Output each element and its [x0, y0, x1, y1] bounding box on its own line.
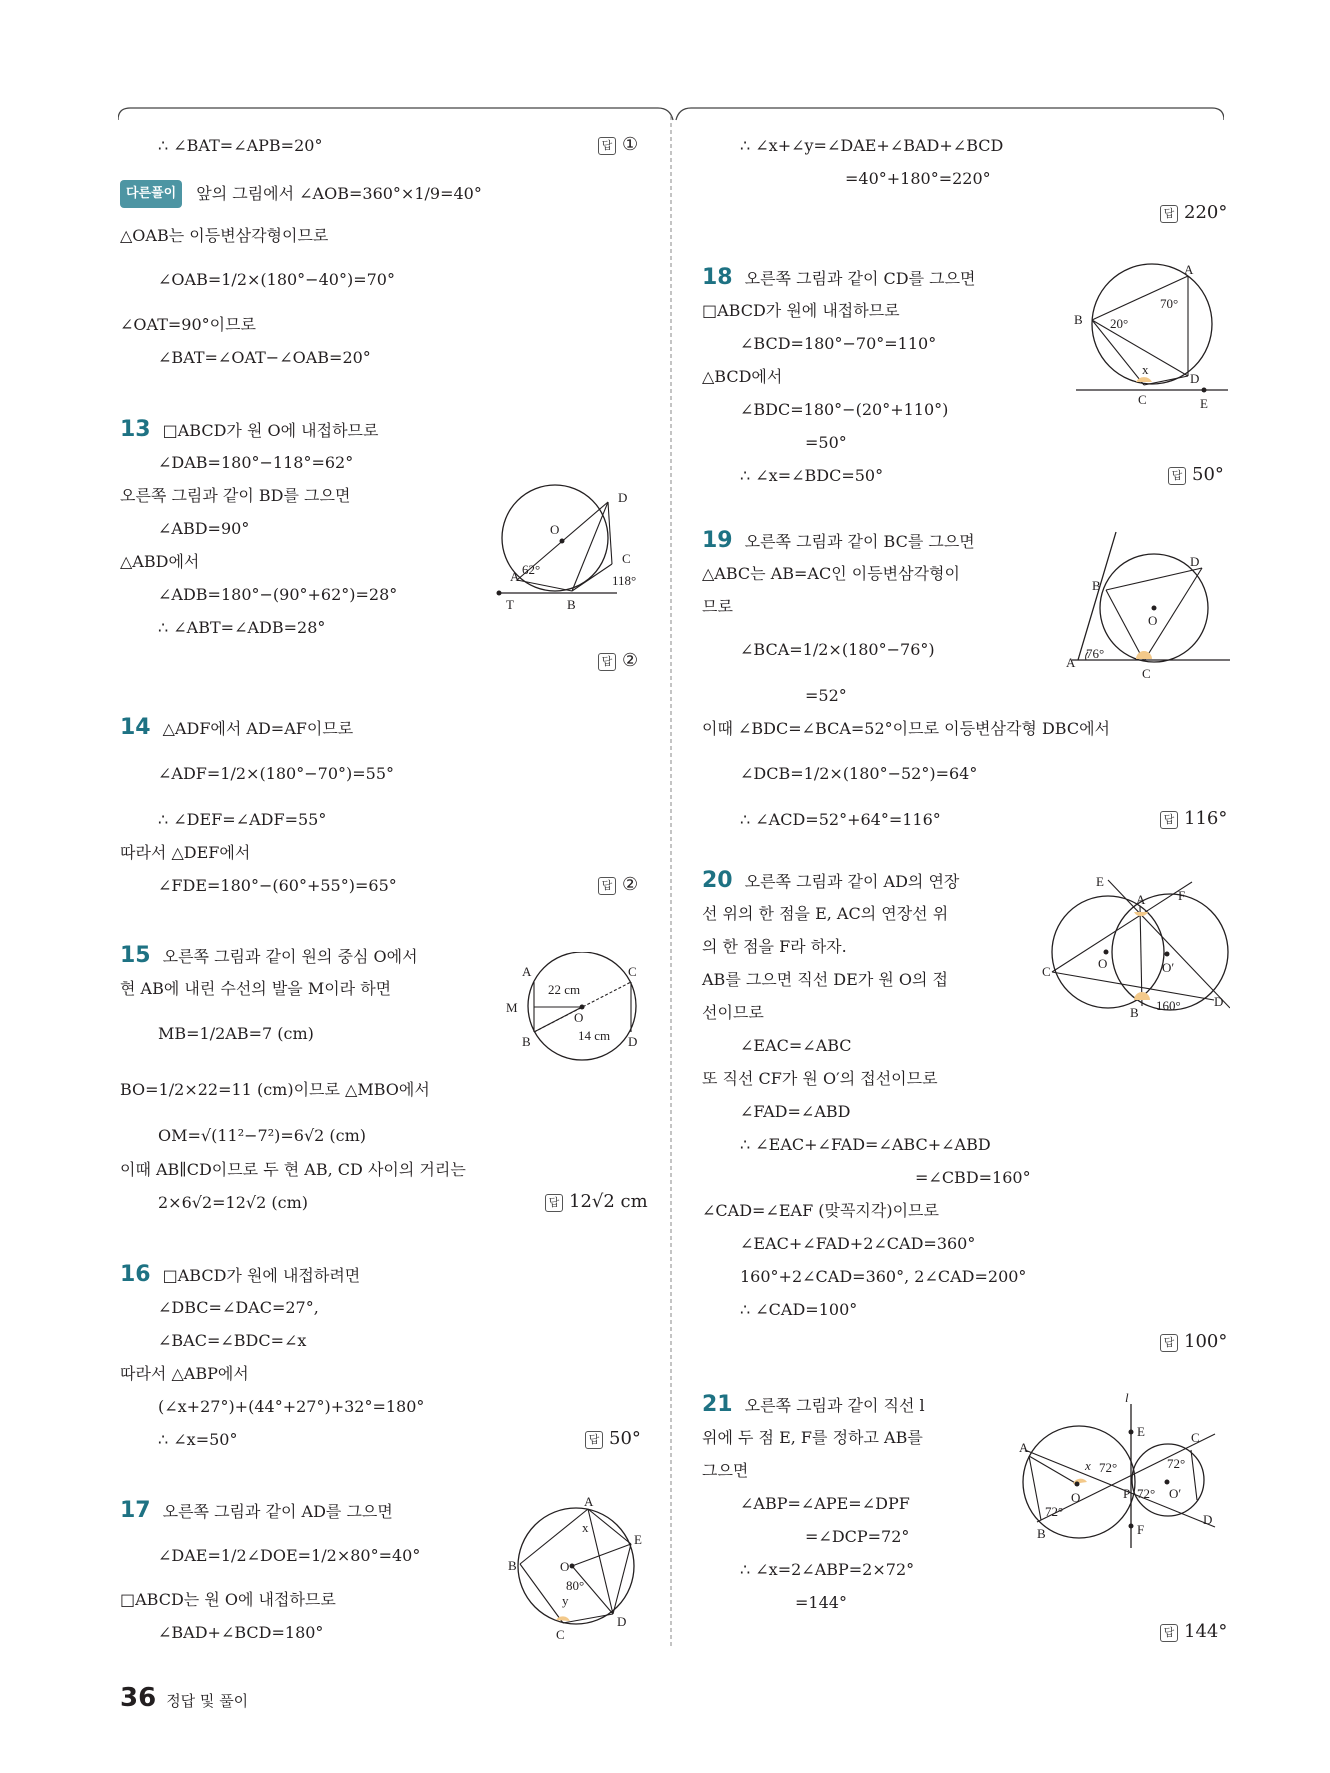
answer-value: 50° — [609, 1428, 641, 1449]
figure-label: 72° — [1099, 1460, 1118, 1475]
text-line: ∠OAT=90°이므로 — [120, 315, 257, 334]
figure-label: D — [1203, 1512, 1213, 1527]
text-line: 므로 — [702, 597, 733, 616]
text-line: AB를 그으면 직선 DE가 원 O의 접 — [702, 970, 949, 989]
text-line: 오른쪽 그림과 같이 BC를 그으면 — [744, 532, 975, 551]
figure-label: D — [628, 1034, 638, 1049]
text-line: ∴ ∠BAT=∠APB=20° — [158, 136, 323, 155]
text-line: □ABCD는 원 O에 내접하므로 — [120, 1590, 336, 1609]
text-line: 이때 ∠BDC=∠BCA=52°이므로 이등변삼각형 DBC에서 — [702, 719, 1110, 738]
problem-number: 18 — [702, 265, 733, 290]
figure-label: E — [1137, 1424, 1145, 1439]
problem-number: 15 — [120, 943, 151, 968]
answer-box — [1160, 1621, 1227, 1642]
figure-label: 70° — [1160, 296, 1179, 311]
figure-label: A — [1019, 1440, 1029, 1455]
figure-label: C — [1138, 392, 1147, 407]
figure-label: A — [522, 964, 532, 979]
text-line: □ABCD가 원에 내접하므로 — [702, 301, 900, 320]
problem-18-header — [702, 266, 976, 291]
figure-label: O′ — [1162, 960, 1175, 975]
text-line: ∠BAT=∠OAT−∠OAB=20° — [158, 348, 371, 367]
text-line: ∴ ∠x=∠BDC=50° — [740, 466, 884, 485]
answer-box — [598, 134, 638, 155]
figure-label: A — [510, 569, 520, 584]
figure-20 — [1040, 872, 1230, 1026]
figure-label: O — [574, 1010, 584, 1025]
text-line: 따라서 △DEF에서 — [120, 843, 251, 862]
figure-label: 72° — [1137, 1486, 1156, 1501]
problem-21-header — [702, 1393, 925, 1418]
text-line: 따라서 △ABP에서 — [120, 1364, 249, 1383]
figure-label: C — [1042, 964, 1051, 979]
figure-label: 80° — [566, 1578, 585, 1593]
figure-label: 118° — [612, 573, 637, 588]
page-label: 정답 및 풀이 — [166, 1692, 249, 1710]
text-line: △BCD에서 — [702, 367, 783, 386]
problem-19-header — [702, 529, 975, 554]
figure-label: x — [582, 1520, 589, 1535]
text-line: ∠BAC=∠BDC=∠x — [158, 1331, 307, 1350]
alt-solution-line — [120, 180, 482, 208]
text-line: =40°+180°=220° — [845, 169, 991, 188]
text-line: 오른쪽 그림과 같이 AD를 그으면 — [162, 1502, 393, 1521]
text-line: △ABC는 AB=AC인 이등변삼각형이 — [702, 564, 960, 583]
figure-label: 20° — [1110, 316, 1129, 331]
answer-value: 12√2 cm — [569, 1191, 648, 1212]
text-line: ∠ADB=180°−(90°+62°)=28° — [158, 585, 398, 604]
problem-number: 16 — [120, 1262, 151, 1287]
text-line: ∴ ∠CAD=100° — [740, 1300, 858, 1319]
answer-box — [1160, 202, 1227, 223]
text-line: ∴ ∠ABT=∠ADB=28° — [158, 618, 326, 637]
text-line: 선 위의 한 점을 E, AC의 연장선 위 — [702, 904, 949, 923]
figure-label: y — [562, 1593, 569, 1608]
answer-value: ① — [622, 134, 639, 155]
text-line: ∠DBC=∠DAC=27°, — [158, 1298, 319, 1317]
figure-label: 72° — [1167, 1456, 1186, 1471]
text-line: ∠CAD=∠EAF (맞꼭지각)이므로 — [702, 1201, 939, 1220]
text-line: 위에 두 점 E, F를 정하고 AB를 — [702, 1428, 923, 1447]
figure-label: O′ — [1169, 1486, 1182, 1501]
problem-number: 21 — [702, 1392, 733, 1417]
page-number: 36 — [120, 1683, 157, 1713]
text-line: =52° — [805, 686, 847, 705]
text-line: △OAB는 이등변삼각형이므로 — [120, 226, 329, 245]
figure-label: O — [560, 1559, 570, 1574]
problem-16-header — [120, 1263, 360, 1288]
figure-label: E — [1096, 874, 1104, 889]
figure-21 — [1015, 1392, 1225, 1556]
figure-label: D — [1190, 554, 1200, 569]
text-line: ∠ABD=90° — [158, 519, 250, 538]
text-line: =∠CBD=160° — [915, 1168, 1031, 1187]
answer-value: 100° — [1184, 1331, 1228, 1352]
figure-label: B — [1037, 1526, 1046, 1541]
figure-label: A — [1066, 655, 1076, 670]
figure-label: 22 cm — [548, 982, 581, 997]
figure-label: C — [1142, 666, 1151, 678]
answer-value: 116° — [1184, 808, 1228, 829]
text-line: 오른쪽 그림과 같이 원의 중심 O에서 — [162, 947, 418, 966]
text-line: ∠FDE=180°−(60°+55°)=65° — [158, 876, 397, 895]
answer-box — [585, 1428, 641, 1449]
answer-icon: 답 — [1160, 205, 1178, 223]
figure-label: 76° — [1086, 646, 1105, 661]
text-line: □ABCD가 원 O에 내접하므로 — [162, 421, 379, 440]
figure-label: E — [634, 1532, 642, 1547]
text-line: 그으면 — [702, 1461, 749, 1480]
figure-label: C — [628, 964, 637, 979]
figure-label: 14 cm — [578, 1028, 611, 1043]
text-line: ∠EAC=∠ABC — [740, 1036, 852, 1055]
answer-value: ② — [622, 874, 639, 895]
figure-label: O — [1071, 1490, 1081, 1505]
text-line: ∴ ∠EAC+∠FAD=∠ABC+∠ABD — [740, 1135, 991, 1154]
figure-label: F — [1137, 1522, 1145, 1537]
answer-icon: 답 — [585, 1431, 603, 1449]
answer-icon: 답 — [1160, 811, 1178, 829]
answer-icon: 답 — [545, 1194, 563, 1212]
alt-solution-badge: 다른풀이 — [120, 180, 182, 208]
text-line: =∠DCP=72° — [805, 1527, 910, 1546]
figure-label: B — [1130, 1005, 1139, 1020]
text-line: ∠DAB=180°−118°=62° — [158, 453, 354, 472]
figure-label: O — [1148, 613, 1158, 628]
figure-label: x — [1142, 362, 1149, 377]
answer-value: 50° — [1192, 464, 1224, 485]
text-line: OM=√(11²−7²)=6√2 (cm) — [158, 1126, 367, 1145]
answer-icon: 답 — [1160, 1334, 1178, 1352]
text-line: ∠ABP=∠APE=∠DPF — [740, 1494, 910, 1513]
page-footer — [120, 1683, 248, 1713]
answer-icon: 답 — [598, 137, 616, 155]
figure-13 — [492, 480, 642, 624]
answer-icon: 답 — [1160, 1624, 1178, 1642]
text-line: ∴ ∠ACD=52°+64°=116° — [740, 810, 941, 829]
figure-label: 160° — [1156, 998, 1181, 1013]
figure-label: A — [1136, 892, 1146, 907]
text-line: ∴ ∠x+∠y=∠DAE+∠BAD+∠BCD — [740, 136, 1004, 155]
text-line: ∠DAE=1/2∠DOE=1/2×80°=40° — [158, 1546, 421, 1565]
text-line: △ADF에서 AD=AF이므로 — [162, 719, 354, 738]
figure-label: D — [618, 490, 628, 505]
text-line: ∠BAD+∠BCD=180° — [158, 1623, 324, 1642]
figure-18 — [1070, 262, 1230, 416]
problem-17-header — [120, 1499, 393, 1524]
text-line: 오른쪽 그림과 같이 직선 l — [744, 1396, 925, 1415]
figure-17 — [506, 1494, 646, 1648]
figure-label: D — [1214, 994, 1224, 1009]
figure-label: C — [1191, 1430, 1200, 1445]
answer-value: 144° — [1184, 1621, 1228, 1642]
text-line: =50° — [805, 433, 847, 452]
figure-label: x — [1085, 1458, 1091, 1473]
figure-label: B — [1092, 578, 1101, 593]
text-line: 또 직선 CF가 원 O′의 접선이므로 — [702, 1069, 938, 1088]
text-line: ∴ ∠x=2∠ABP=2×72° — [740, 1560, 915, 1579]
problem-number: 14 — [120, 715, 151, 740]
text-line: =144° — [795, 1593, 847, 1612]
figure-label: T — [506, 597, 514, 612]
figure-label: O — [550, 522, 560, 537]
problem-13-header — [120, 418, 378, 443]
text-line: ∠EAC+∠FAD+2∠CAD=360° — [740, 1234, 976, 1253]
text-line: (∠x+27°)+(44°+27°)+32°=180° — [158, 1397, 425, 1416]
answer-box — [1160, 808, 1227, 829]
figure-label: 62° — [522, 562, 541, 577]
figure-label: P — [1123, 1486, 1131, 1501]
figure-label: 72° — [1045, 1504, 1064, 1519]
figure-label: A — [1184, 262, 1194, 277]
text-line: BO=1/2×22=11 (cm)이므로 △MBO에서 — [120, 1080, 430, 1099]
problem-20-header — [702, 869, 959, 894]
text-line: ∴ ∠x=50° — [158, 1430, 238, 1449]
problem-number: 19 — [702, 528, 733, 553]
figure-label: l — [1125, 1392, 1129, 1405]
text-line: 오른쪽 그림과 같이 CD를 그으면 — [744, 269, 976, 288]
text-line: 2×6√2=12√2 (cm) — [158, 1193, 308, 1212]
answer-box — [545, 1191, 648, 1212]
text-line: ∠DCB=1/2×(180°−52°)=64° — [740, 764, 978, 783]
text-line: 의 한 점을 F라 하자. — [702, 937, 847, 956]
problem-number: 13 — [120, 417, 151, 442]
text-line: ∠ADF=1/2×(180°−70°)=55° — [158, 764, 395, 783]
text-line: ∠BDC=180°−(20°+110°) — [740, 400, 949, 419]
figure-label: B — [508, 1558, 517, 1573]
text-line: 160°+2∠CAD=360°, 2∠CAD=200° — [740, 1267, 1027, 1286]
figure-label: D — [617, 1614, 627, 1629]
answer-box — [1168, 464, 1224, 485]
figure-label: B — [567, 597, 576, 612]
text-line: MB=1/2AB=7 (cm) — [158, 1024, 314, 1043]
answer-box — [598, 874, 638, 895]
figure-label: E — [1200, 396, 1208, 411]
text-line: ∠FAD=∠ABD — [740, 1102, 851, 1121]
figure-label: F — [1178, 888, 1186, 903]
text-line: 오른쪽 그림과 같이 BD를 그으면 — [120, 486, 351, 505]
text-line: 선이므로 — [702, 1003, 764, 1022]
answer-icon: 답 — [1168, 467, 1186, 485]
text-line: ∠BCA=1/2×(180°−76°) — [740, 640, 935, 659]
text-line: 오른쪽 그림과 같이 AD의 연장 — [744, 872, 960, 891]
figure-label: C — [556, 1627, 565, 1642]
text-line: 이때 AB∥CD이므로 두 현 AB, CD 사이의 거리는 — [120, 1160, 466, 1179]
text-line: ∠OAB=1/2×(180°−40°)=70° — [158, 270, 395, 289]
figure-15 — [500, 952, 650, 1066]
figure-label: O — [1098, 956, 1108, 971]
figure-label: M — [506, 1000, 518, 1015]
figure-label: A — [584, 1494, 594, 1509]
problem-14-header — [120, 716, 353, 741]
answer-icon: 답 — [598, 653, 616, 671]
problem-15-header — [120, 944, 418, 969]
problem-number: 17 — [120, 1498, 151, 1523]
answer-icon: 답 — [598, 877, 616, 895]
figure-label: C — [622, 551, 631, 566]
answer-box — [598, 650, 638, 671]
figure-19 — [1062, 528, 1232, 682]
text-line: ∠BCD=180°−70°=110° — [740, 334, 937, 353]
text-line: 현 AB에 내린 수선의 발을 M이라 하면 — [120, 979, 392, 998]
answer-box — [1160, 1331, 1227, 1352]
figure-label: B — [1074, 312, 1083, 327]
text-line: ∴ ∠DEF=∠ADF=55° — [158, 810, 327, 829]
figure-label: B — [522, 1034, 531, 1049]
text-line: 앞의 그림에서 ∠AOB=360°×1/9=40° — [196, 184, 482, 203]
answer-value: 220° — [1184, 202, 1228, 223]
text-line: □ABCD가 원에 내접하려면 — [162, 1266, 361, 1285]
figure-label: D — [1190, 371, 1200, 386]
answer-value: ② — [622, 650, 639, 671]
problem-number: 20 — [702, 868, 733, 893]
text-line: △ABD에서 — [120, 552, 200, 571]
